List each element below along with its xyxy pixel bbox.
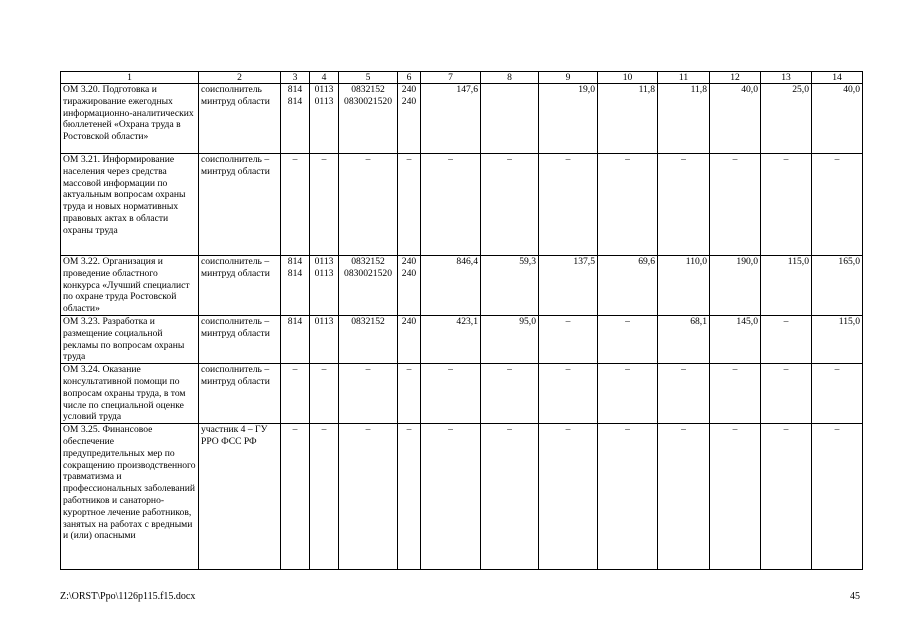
budget-code-cell: 814 [281, 316, 310, 364]
column-number-2: 2 [199, 72, 281, 84]
budget-code-cell: – [339, 364, 398, 424]
amount-cell: 145,0 [710, 316, 761, 364]
amount-cell: – [421, 364, 481, 424]
executor-cell: участник 4 – ГУ РРО ФСС РФ [199, 424, 281, 570]
amount-cell: – [761, 424, 812, 570]
budget-code-cell: – [281, 364, 310, 424]
amount-cell: 95,0 [481, 316, 539, 364]
column-number-9: 9 [539, 72, 598, 84]
document-file-path: Z:\ORST\Ppo\1126p115.f15.docx [60, 591, 196, 602]
amount-cell: 69,6 [598, 256, 658, 316]
amount-cell: 115,0 [761, 256, 812, 316]
budget-code-cell [339, 256, 398, 316]
column-number-11: 11 [658, 72, 710, 84]
cell-line: 240 [401, 267, 417, 279]
budget-code-cell: – [281, 154, 310, 256]
cell-line: 240 [401, 95, 417, 107]
cell-line: 0832152 [351, 84, 385, 95]
measure-name-cell: ОМ 3.20. Подготовка и тиражирование ежегодных информационно-аналитических бюллетеней «Охрана труда в Ростовской области» [61, 84, 199, 154]
amount-cell: – [481, 364, 539, 424]
budget-code-cell: – [339, 154, 398, 256]
amount-cell: – [658, 424, 710, 570]
column-number-4: 4 [310, 72, 339, 84]
cell-line: 240 [401, 256, 417, 267]
cell-line: 0113 [314, 84, 334, 95]
amount-cell: – [658, 364, 710, 424]
budget-code-cell [339, 84, 398, 154]
table-row [61, 364, 863, 424]
amount-cell: – [710, 424, 761, 570]
budget-table [60, 71, 863, 570]
budget-code-cell: – [310, 364, 339, 424]
amount-cell: – [761, 364, 812, 424]
amount-cell: – [812, 364, 863, 424]
table-row [61, 154, 863, 256]
measure-name-cell: ОМ 3.24. Оказание консультативной помощи по вопросам охраны труда, в том числе по специальной оценке условий труда [61, 364, 199, 424]
budget-code-cell [398, 256, 421, 316]
amount-cell: 115,0 [812, 316, 863, 364]
amount-cell: – [481, 424, 539, 570]
table-row [61, 316, 863, 364]
header-row [61, 72, 863, 84]
amount-cell: 137,5 [539, 256, 598, 316]
budget-code-cell: 0113 [310, 316, 339, 364]
measure-name-cell: ОМ 3.22. Организация и проведение областного конкурса «Лучший специалист по охране труда Ростовской области» [61, 256, 199, 316]
budget-code-cell: – [398, 154, 421, 256]
column-number-13: 13 [761, 72, 812, 84]
amount-cell: – [710, 154, 761, 256]
amount-cell: 110,0 [658, 256, 710, 316]
amount-cell: – [539, 364, 598, 424]
executor-cell: соисполнитель – минтруд области [199, 316, 281, 364]
table-row [61, 256, 863, 316]
budget-code-cell [281, 256, 310, 316]
executor-cell: соисполнитель – минтруд области [199, 154, 281, 256]
cell-line: 0830021520 [344, 267, 392, 279]
amount-cell: – [598, 364, 658, 424]
amount-cell: – [421, 154, 481, 256]
budget-code-cell: – [310, 154, 339, 256]
budget-code-cell: – [281, 424, 310, 570]
budget-code-cell [281, 84, 310, 154]
amount-cell: – [658, 154, 710, 256]
measure-name-cell: ОМ 3.25. Финансовое обеспечение предупредительных мер по сокращению производственного травматизма и профессиональных заболеваний работников и санаторно-курортное лечение работников, занятых на работах с вредными и (или) опасными [61, 424, 199, 570]
amount-cell: – [539, 154, 598, 256]
amount-cell: – [598, 424, 658, 570]
amount-cell: – [710, 364, 761, 424]
measure-name-cell: ОМ 3.23. Разработка и размещение социальной рекламы по вопросам охраны труда [61, 316, 199, 364]
amount-cell: 11,8 [658, 84, 710, 154]
budget-code-cell [310, 84, 339, 154]
amount-cell: – [812, 424, 863, 570]
amount-cell: 846,4 [421, 256, 481, 316]
cell-line: 814 [287, 84, 303, 95]
budget-code-cell: – [398, 424, 421, 570]
cell-line: 0113 [314, 256, 334, 267]
column-number-14: 14 [812, 72, 863, 84]
amount-cell: 165,0 [812, 256, 863, 316]
amount-cell: – [598, 316, 658, 364]
executor-cell: соисполнитель минтруд области [199, 84, 281, 154]
amount-cell: – [481, 154, 539, 256]
page-number: 45 [850, 591, 860, 602]
amount-cell: – [761, 316, 812, 364]
budget-code-cell [398, 84, 421, 154]
cell-line: 0113 [314, 95, 334, 107]
amount-cell: – [421, 424, 481, 570]
cell-line: 0113 [314, 267, 334, 279]
column-number-8: 8 [481, 72, 539, 84]
column-number-5: 5 [339, 72, 398, 84]
measure-name-cell: ОМ 3.21. Информирование населения через средства массовой информации по актуальным вопросам охраны труда и новых нормативных правовых актах в области охраны труда [61, 154, 199, 256]
cell-line: 0830021520 [344, 95, 392, 107]
amount-cell: 19,0 [539, 84, 598, 154]
table-row [61, 424, 863, 570]
amount-cell: – [598, 154, 658, 256]
executor-cell: соисполнитель – минтруд области [199, 364, 281, 424]
amount-cell: – [539, 424, 598, 570]
budget-code-cell: – [310, 424, 339, 570]
table-row [61, 84, 863, 154]
column-number-3: 3 [281, 72, 310, 84]
budget-code-cell: 0832152 [339, 316, 398, 364]
amount-cell: 190,0 [710, 256, 761, 316]
cell-line: 814 [287, 95, 303, 107]
amount-cell: – [761, 154, 812, 256]
budget-code-cell [310, 256, 339, 316]
cell-line: 0832152 [351, 256, 385, 267]
amount-cell: 59,3 [481, 256, 539, 316]
amount-cell: 40,0 [812, 84, 863, 154]
amount-cell: – [812, 154, 863, 256]
column-number-10: 10 [598, 72, 658, 84]
budget-code-cell: 240 [398, 316, 421, 364]
amount-cell [481, 84, 539, 154]
amount-cell: 68,1 [658, 316, 710, 364]
cell-line: 814 [287, 267, 303, 279]
cell-line: 814 [287, 256, 303, 267]
amount-cell: 40,0 [710, 84, 761, 154]
amount-cell: – [539, 316, 598, 364]
column-number-6: 6 [398, 72, 421, 84]
amount-cell: 147,6 [421, 84, 481, 154]
column-number-1: 1 [61, 72, 199, 84]
executor-cell: соисполнитель – минтруд области [199, 256, 281, 316]
budget-code-cell: – [398, 364, 421, 424]
amount-cell: 423,1 [421, 316, 481, 364]
cell-line: 240 [401, 84, 417, 95]
column-number-12: 12 [710, 72, 761, 84]
amount-cell: 11,8 [598, 84, 658, 154]
column-number-7: 7 [421, 72, 481, 84]
amount-cell: 25,0 [761, 84, 812, 154]
budget-code-cell: – [339, 424, 398, 570]
